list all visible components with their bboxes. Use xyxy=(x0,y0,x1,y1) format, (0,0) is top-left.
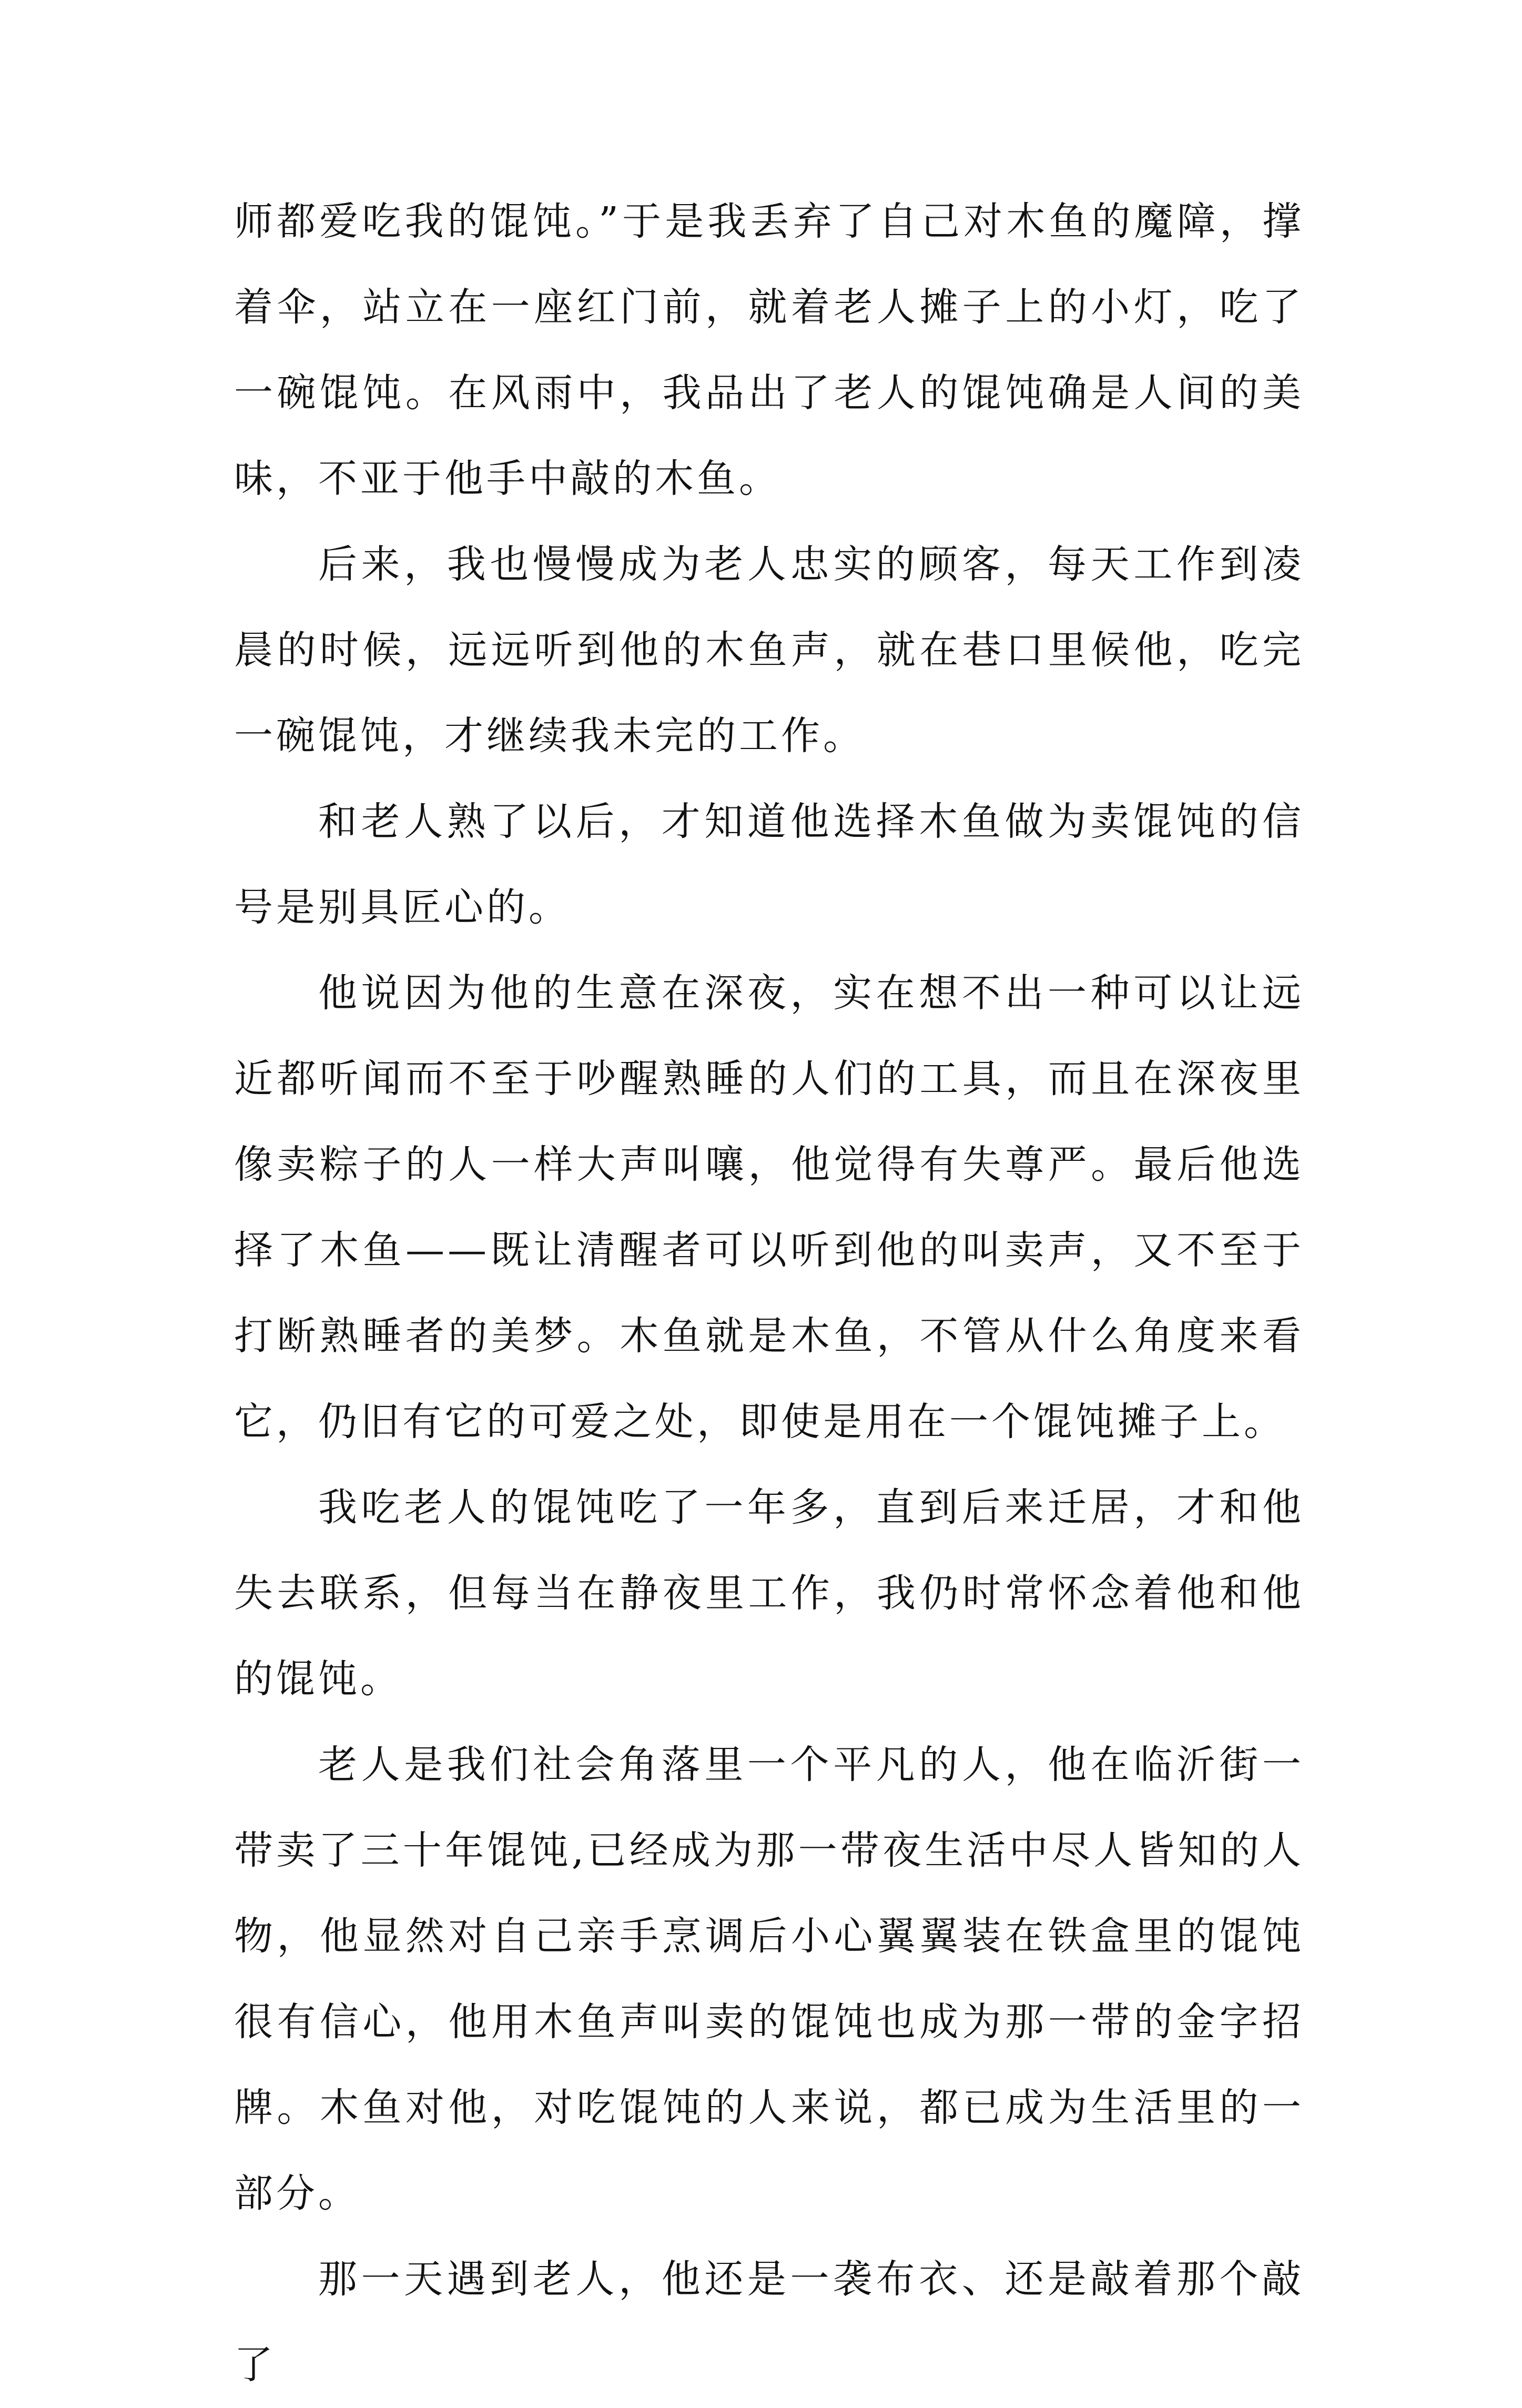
paragraph: 后来，我也慢慢成为老人忠实的顾客，每天工作到凌晨的时候，远远听到他的木鱼声，就在巷口里候他，吃完一碗馄饨，才继续我未完的工作。 xyxy=(234,542,1304,758)
paragraph: 老人是我们社会角落里一个平凡的人，他在临沂街一带卖了三十年馄饨,已经成为那一带夜生活中尽人皆知的人物，他显然对自己亲手烹调后小心翼翼装在铁盒里的馄饨很有信心，他用木鱼声叫卖的馄饨也成为那一带的金字招牌。木鱼对他，对吃馄饨的人来说，都已成为生活里的一部分。 xyxy=(234,1742,1304,2216)
body-text xyxy=(234,179,1304,2408)
paragraph-continued: 师都爱吃我的馄饨。”于是我丢弃了自己对木鱼的魔障，撑着伞，站立在一座红门前，就着老人摊子上的小灯，吃了一碗馄饨。在风雨中，我品出了老人的馄饨确是人间的美味，不亚于他手中敲的木鱼。 xyxy=(234,199,1304,501)
paragraph: 我吃老人的馄饨吃了一年多，直到后来迁居，才和他失去联系，但每当在静夜里工作，我仍时常怀念着他和他的馄饨。 xyxy=(234,1485,1304,1702)
paragraph: 和老人熟了以后，才知道他选择木鱼做为卖馄饨的信号是别具匠心的。 xyxy=(234,799,1304,930)
paragraph: 他说因为他的生意在深夜，实在想不出一种可以让远近都听闻而不至于吵醒熟睡的人们的工具，而且在深夜里像卖粽子的人一样大声叫嚷，他觉得有失尊严。最后他选择了木鱼——既让清醒者可以听到他的叫卖声，又不至于打断熟睡者的美梦。木鱼就是木鱼，不管从什么角度来看它，仍旧有它的可爱之处，即使是用在一个馄饨摊子上。 xyxy=(234,970,1304,1444)
paragraph: 那一天遇到老人，他还是一袭布衣、还是敲着那个敲了 xyxy=(234,2257,1304,2387)
